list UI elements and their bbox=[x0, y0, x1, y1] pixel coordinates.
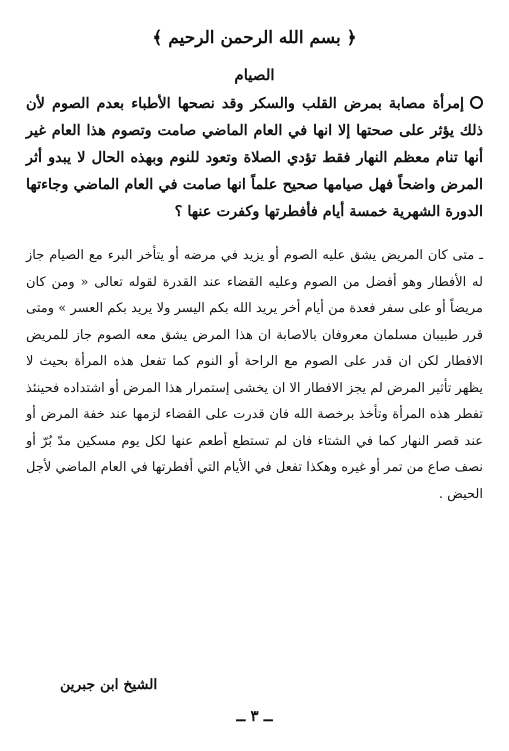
question-block bbox=[26, 90, 483, 225]
question-circle-icon bbox=[470, 96, 483, 109]
answer-text: ـ متى كان المريض يشق عليه الصوم أو يزيد في مرضه أو يتأخر البرء مع الصيام جاز له الأفطار وهو أفضل من الصوم وعليه القضاء عند القدرة لقوله تعالى « ومن كان مريضاً أو على سفر فعدة من أيام أخر يريد الله بكم اليسر ولا يريد بكم العسر » ومتى قرر طبيبان مسلمان معروفان بالاصابة ان هذا المرض يشق معه الصوم جاز للمريض الافطار لكن ان قدر على الصوم مع الراحة أو النوم كما تفعل هذه المرأة بحيث لا يظهر تأثير المرض لم يجز الافطار الا ان يخشى إستمرار هذا المرض أو اشتداده فحينئذ تفطر هذه المرأة وتأخذ برخصة الله فان قدرت على القضاء لزمها عند خفة المرض أو عند قصر النهار كما في الشتاء فان لم تستطع أطعم عنها لكل يوم مسكين مدّ بُرّ أو نصف صاع من تمر أو غيره وهكذا تفعل في الأيام التي أفطرتها في العام الماضي لأجل الحيض . bbox=[26, 248, 483, 502]
question-text: إمرأة مصابة بمرض القلب والسكر وقد نصحها الأطباء بعدم الصوم لأن ذلك يؤثر على صحتها إلا انها في العام الماضي صامت وتصوم هذا العام غير أنها تنام معظم النهار فقط تؤدي الصلاة وتعود للنوم وبهذه الحال لا يبدو أثر المرض واضحاً فهل صيامها صحيح علماً انها صامت في العام الماضي وجاءتها الدورة الشهرية خمسة أيام فأفطرتها وكفرت عنها ؟ bbox=[26, 95, 483, 220]
page-number: ــ ٣ ــ bbox=[236, 707, 273, 725]
basmala-header: ﴿ بسم الله الرحمن الرحيم ﴾ bbox=[152, 28, 357, 48]
section-title: الصيام bbox=[234, 66, 275, 84]
signature: الشيخ ابن جبرين bbox=[60, 677, 158, 693]
